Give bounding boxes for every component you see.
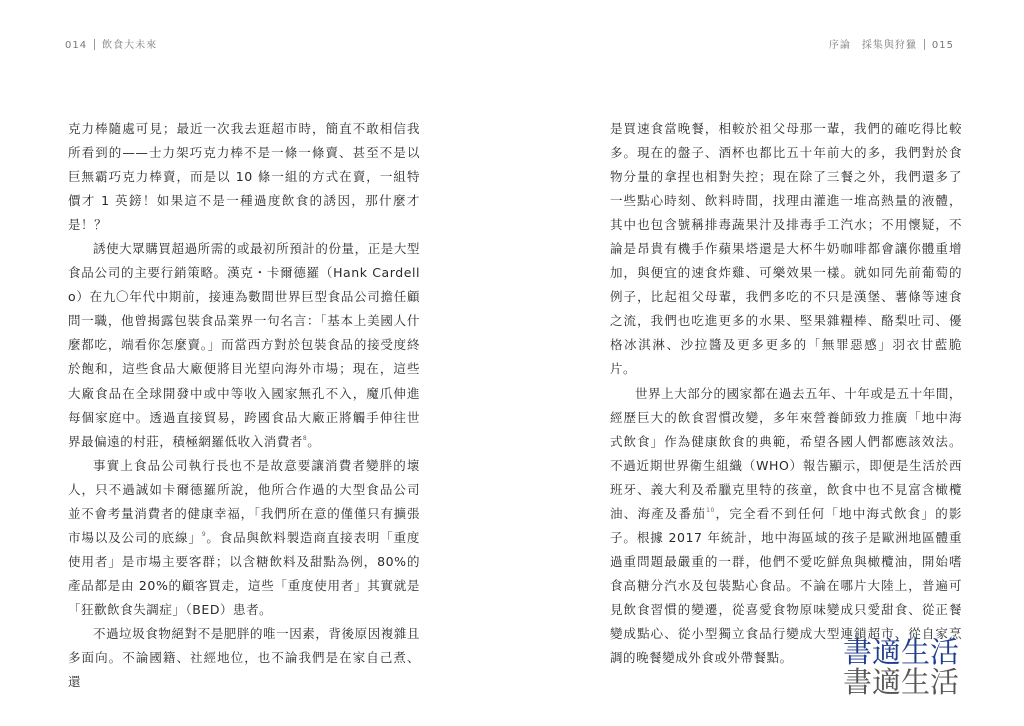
- paragraph: 世界上大部分的國家都在過去五年、十年或是五十年間，經歷巨大的飲食習慣改變，多年來營養師致力推廣「地中海式飲食」作為健康飲食的典範，希望各國人們都應該效法。不過近期世界衛生組織（WHO）報告顯示，即便是生活於西班牙、義大利及希臘克里特的孩童，飲食中也不見富含橄欖油、海產及番茄$^{10}$，完全看不到任何「地中海式飲食」的影子。根據 2017 年統計，地中海區域的孩子是歐洲地區體重過重問題最嚴重的一群，他們不愛吃鮮魚與橄欖油，開始嗜食高糖分汽水及包裝點心食品。不論在哪片大陸上，普遍可見飲食習慣的變遷，從喜愛食物原味變成只愛甜食、從正餐變成點心、從小型獨立食品行變成大型連鎖超市、從自家烹調的晚餐變成外食或外帶餐點。: [610, 385, 962, 666]
- watermark-logo-shadow: 書適生活: [843, 665, 960, 699]
- watermark-logo: 書適生活: [843, 635, 960, 669]
- left-running-header: [65, 36, 157, 51]
- header-divider: [924, 39, 925, 50]
- chapter-title: 序論 採集與狩獵: [828, 40, 917, 51]
- header-divider: [94, 39, 95, 50]
- footnote-marker[interactable]: 10: [706, 506, 715, 514]
- footnote-marker[interactable]: 8: [302, 434, 308, 442]
- paragraph: 事實上食品公司執行長也不是故意要讓消費者變胖的壞人，只不過誠如卡爾德羅所說，他所合作過的大型食品公司並不會考量消費者的健康幸福，「我們所在意的僅僅只有擴張市場以及公司的底線」$^9$。食品與飲料製造商直接表明「重度使用者」是市場主要客群；以含糖飲料及甜點為例，80%的產品都是由 20%的顧客買走，這些「重度使用者」其實就是「狂歡飲食失調症」（BED）患者。: [68, 457, 420, 617]
- paragraph: 不過垃圾食物絕對不是肥胖的唯一因素，背後原因複雜且多面向。不論國籍、社經地位，也不論我們是在家自己煮、還: [68, 625, 420, 690]
- left-page-body: [68, 117, 420, 694]
- footnote-marker[interactable]: 9: [201, 530, 207, 538]
- right-page-number: 015: [931, 40, 954, 51]
- left-page-number: 014: [65, 40, 88, 51]
- right-running-header: [829, 36, 954, 51]
- paragraph: 誘使大眾購買超過所需的或最初所預計的份量，正是大型食品公司的主要行銷策略。漢克・卡爾德羅（Hank Cardello）在九〇年代中期前，接連為數間世界巨型食品公司擔任顧問一職，他曾揭露包裝食品業界一句名言：「基本上美國人什麼都吃，端看你怎麼賣。」而當西方對於包裝食品的接受度終於飽和，這些食品大廠便將目光望向海外市場；現在，這些大廠食品在全球開發中或中等收入國家無孔不入，魔爪伸進每個家庭中。透過直接貿易，跨國食品大廠正將觸手伸往世界最偏遠的村莊，積極網羅低收入消費者$^8$。: [68, 241, 420, 449]
- paragraph: 是買速食當晚餐，相較於祖父母那一輩，我們的確吃得比較多。現在的盤子、酒杯也都比五十年前大的多，我們對於食物分量的拿捏也相對失控；現在除了三餐之外，我們還多了一些點心時刻、飲料時間，找理由灌進一堆高熱量的液體，其中也包含號稱排毒蔬果汁及排毒手工汽水；不用懷疑，不論是昂貴有機手作蘋果塔還是大杯牛奶咖啡都會讓你體重增加，與便宜的速食炸雞、可樂效果一樣。就如同先前葡萄的例子，比起祖父母輩，我們多吃的不只是漢堡、薯條等速食之流，我們也吃進更多的水果、堅果雜糧棒、酪梨吐司、優格冰淇淋、沙拉醬及更多更多的「無罪惡感」羽衣甘藍脆片。: [610, 121, 962, 377]
- right-page-body: [610, 117, 962, 670]
- book-title: 飲食大未來: [102, 40, 158, 51]
- paragraph: 克力棒隨處可見；最近一次我去逛超市時，簡直不敢相信我所看到的——士力架巧克力棒不是一條一條賣、甚至不是以巨無霸巧克力棒賣，而是以 10 條一組的方式在賣，一組特價才 1 英鎊！如果這不是一種過度飲食的誘因，那什麼才是！？: [68, 121, 420, 233]
